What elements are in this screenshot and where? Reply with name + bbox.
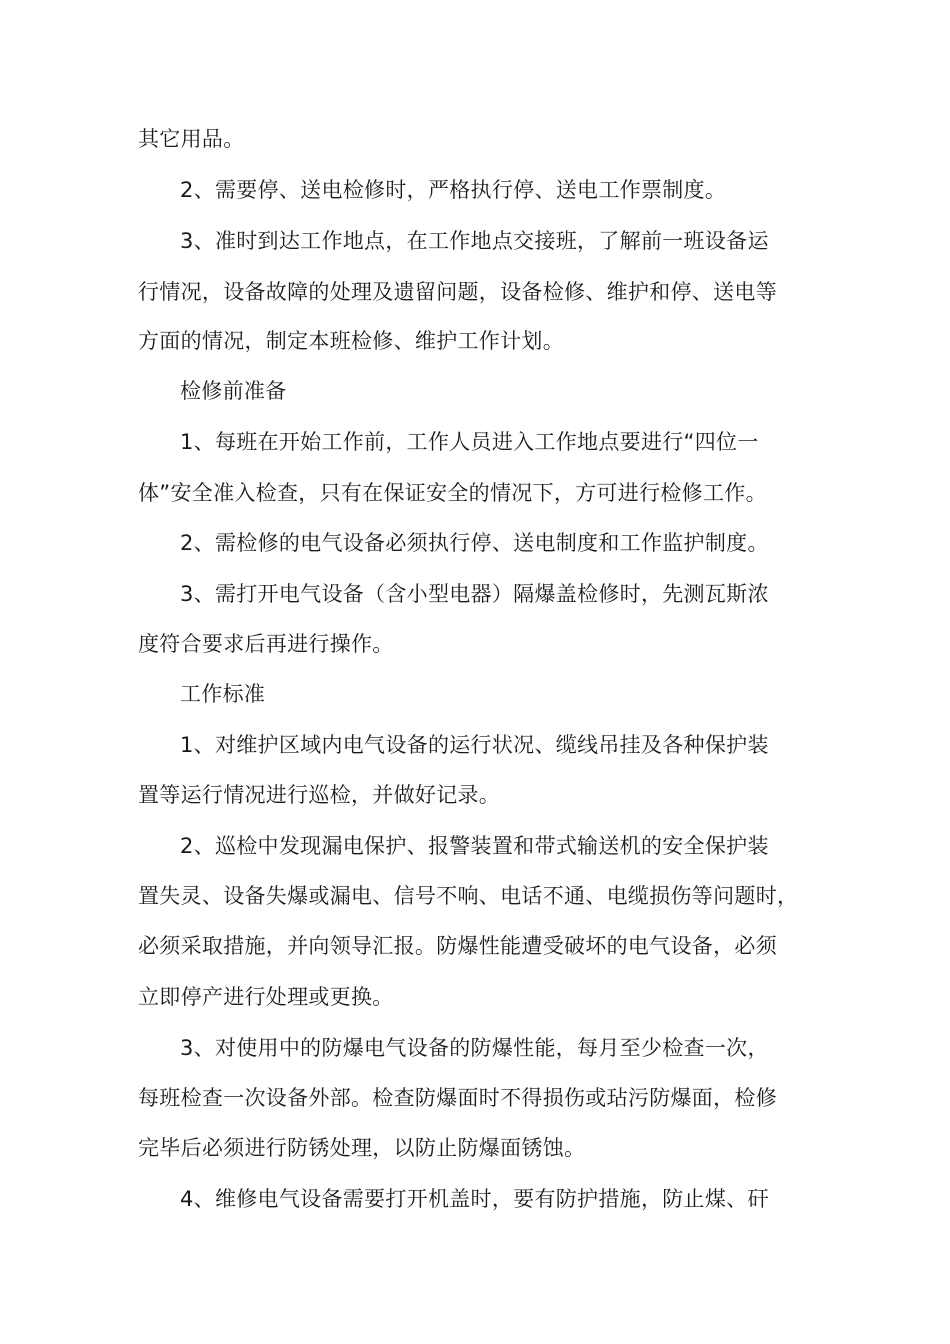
body-text-line: 2、需检修的电气设备必须执行停、送电制度和工作监护制度。 — [180, 531, 769, 555]
body-text-line: 体”安全准入检查，只有在保证安全的情况下，方可进行检修工作。 — [138, 481, 767, 505]
section-heading: 工作标准 — [180, 682, 266, 706]
body-text-line: 置等运行情况进行巡检，并做好记录。 — [138, 783, 501, 807]
body-text-line: 4、维修电气设备需要打开机盖时，要有防护措施，防止煤、矸 — [180, 1187, 769, 1211]
body-text-line: 2、巡检中发现漏电保护、报警装置和带式输送机的安全保护装 — [180, 834, 769, 858]
body-text-line: 3、准时到达工作地点，在工作地点交接班，了解前一班设备运 — [180, 229, 769, 253]
body-text-line: 行情况，设备故障的处理及遗留问题，设备检修、维护和停、送电等 — [138, 280, 777, 304]
body-text-line: 其它用品。 — [138, 127, 245, 151]
body-text-line: 必须采取措施，并向领导汇报。防爆性能遭受破坏的电气设备，必须 — [138, 934, 777, 958]
body-text-line: 完毕后必须进行防锈处理，以防止防爆面锈蚀。 — [138, 1136, 586, 1160]
body-text-line: 方面的情况，制定本班检修、维护工作计划。 — [138, 329, 564, 353]
body-text-line: 1、每班在开始工作前，工作人员进入工作地点要进行“四位一 — [180, 430, 759, 454]
body-text-line: 度符合要求后再进行操作。 — [138, 632, 394, 656]
body-text-line: 每班检查一次设备外部。检查防爆面时不得损伤或玷污防爆面，检修 — [138, 1086, 777, 1110]
body-text-line: 2、需要停、送电检修时，严格执行停、送电工作票制度。 — [180, 178, 727, 202]
section-heading: 检修前准备 — [180, 379, 287, 403]
body-text-line: 置失灵、设备失爆或漏电、信号不响、电话不通、电缆损伤等问题时， — [138, 884, 799, 908]
body-text-line: 3、需打开电气设备（含小型电器）隔爆盖检修时，先测瓦斯浓 — [180, 582, 769, 606]
body-text-line: 1、对维护区域内电气设备的运行状况、缆线吊挂及各种保护装 — [180, 733, 769, 757]
body-text-line: 3、对使用中的防爆电气设备的防爆性能，每月至少检查一次， — [180, 1036, 769, 1060]
body-text-line: 立即停产进行处理或更换。 — [138, 985, 394, 1009]
